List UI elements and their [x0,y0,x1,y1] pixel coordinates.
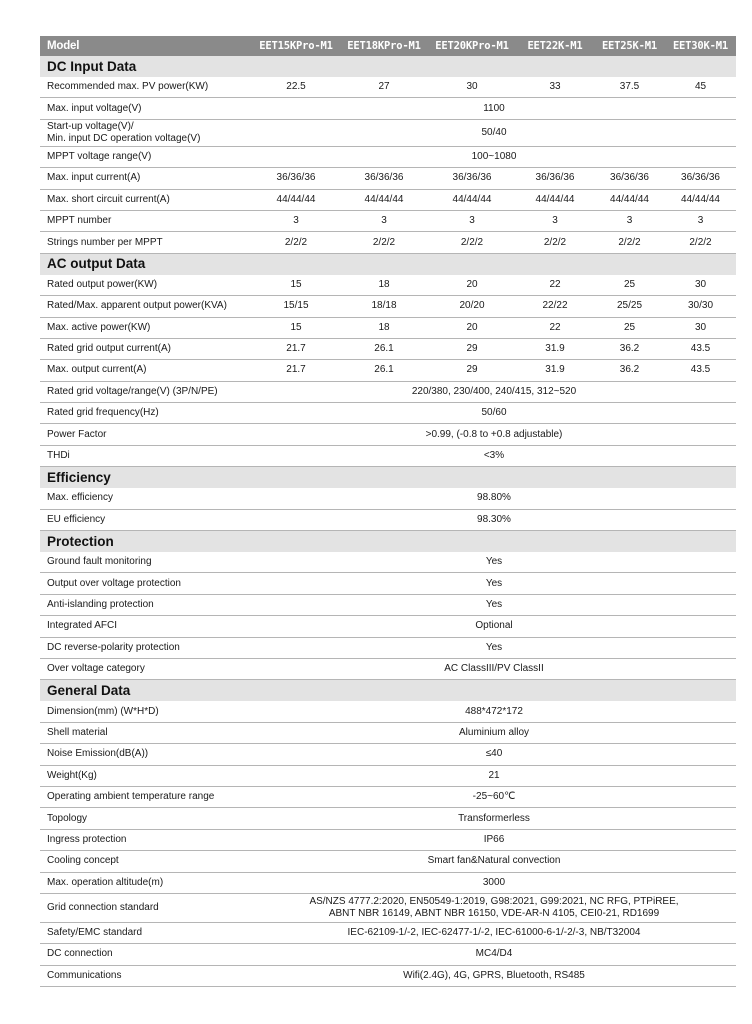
model-name: EET20KPro-M1 [428,36,516,56]
section-title: Efficiency [40,467,736,489]
row-label: Max. input current(A) [40,168,252,189]
cell-value: Yes [252,573,736,594]
cell-value: 18/18 [340,296,428,317]
cell-value: 15 [252,275,340,296]
model-name: EET25K-M1 [594,36,665,56]
row-label: Max. input voltage(V) [40,98,252,119]
cell-value: 44/44/44 [516,189,594,210]
row-label-line: Min. input DC operation voltage(V) [47,132,201,144]
cell-value: 18 [340,317,428,338]
table-row [40,637,736,658]
table-row [40,744,736,765]
cell-value: 36/36/36 [340,168,428,189]
table-row [40,829,736,850]
cell-value: 29 [428,338,516,359]
cell-value: -25~60℃ [252,786,736,807]
cell-value: AC ClassIII/PV ClassII [252,658,736,679]
cell-value: 44/44/44 [428,189,516,210]
cell-value: 44/44/44 [252,189,340,210]
row-label: DC reverse-polarity protection [40,637,252,658]
cell-value: 3 [252,210,340,231]
row-label: Weight(Kg) [40,765,252,786]
row-label: Communications [40,965,252,986]
cell-value: 44/44/44 [665,189,736,210]
table-row [40,360,736,381]
cell-value: 2/2/2 [516,232,594,253]
cell-value: 45 [665,77,736,98]
row-label: Rated grid output current(A) [40,338,252,359]
cell-value: 30 [665,317,736,338]
cell-value: Smart fan&Natural convection [252,851,736,872]
row-label: Rated grid frequency(Hz) [40,403,252,424]
cell-value: 2/2/2 [665,232,736,253]
table-row [40,594,736,615]
table-row [40,944,736,965]
cell-value: 36.2 [594,338,665,359]
table-row [40,573,736,594]
cell-value: 15/15 [252,296,340,317]
cell-value: >0.99, (-0.8 to +0.8 adjustable) [252,424,736,445]
row-label: Anti-islanding protection [40,594,252,615]
cell-value: 43.5 [665,360,736,381]
row-label: Shell material [40,722,252,743]
model-name: EET22K-M1 [516,36,594,56]
table-row [40,509,736,530]
cell-value: 3 [594,210,665,231]
cell-value: 21.7 [252,360,340,381]
cell-value: 18 [340,275,428,296]
table-row [40,701,736,722]
table-row [40,77,736,98]
row-label: Max. output current(A) [40,360,252,381]
row-label: Rated grid voltage/range(V) (3P/N/PE) [40,381,252,402]
spec-sheet [40,36,729,987]
cell-value: <3% [252,445,736,466]
spec-table [40,36,736,987]
cell-value: 37.5 [594,77,665,98]
model-name: EET15KPro-M1 [252,36,340,56]
cell-value: 36/36/36 [594,168,665,189]
cell-value: 36/36/36 [428,168,516,189]
table-row [40,275,736,296]
cell-value: 15 [252,317,340,338]
cell-value: 21.7 [252,338,340,359]
section-title: General Data [40,680,736,702]
cell-value: ≤40 [252,744,736,765]
cell-value: 22/22 [516,296,594,317]
cell-value: 25 [594,275,665,296]
row-label: EU efficiency [40,509,252,530]
cell-value: 26.1 [340,338,428,359]
table-row [40,786,736,807]
section-protection [40,531,736,553]
cell-value: Yes [252,552,736,573]
cell-value: 44/44/44 [594,189,665,210]
table-row [40,98,736,119]
cell-value: Wifi(2.4G), 4G, GPRS, Bluetooth, RS485 [252,965,736,986]
row-label: Integrated AFCI [40,616,252,637]
model-header: Model [40,36,252,56]
table-row [40,189,736,210]
row-label-line: Start-up voltage(V)/ [47,120,134,132]
row-label: Max. active power(KW) [40,317,252,338]
cell-value: 44/44/44 [340,189,428,210]
cell-value [252,893,736,922]
row-label: Max. operation altitude(m) [40,872,252,893]
cell-value: Yes [252,637,736,658]
cell-value: Yes [252,594,736,615]
table-row [40,722,736,743]
cell-value: 3 [516,210,594,231]
table-row [40,616,736,637]
cell-value: 36.2 [594,360,665,381]
cell-value: 22.5 [252,77,340,98]
cell-value: 25/25 [594,296,665,317]
cell-value: 25 [594,317,665,338]
cell-value: 50/40 [252,119,736,146]
table-row [40,922,736,943]
model-name: EET30K-M1 [665,36,736,56]
row-label: Cooling concept [40,851,252,872]
cell-value: 20/20 [428,296,516,317]
row-label: Topology [40,808,252,829]
cell-value: 27 [340,77,428,98]
cell-value: IP66 [252,829,736,850]
row-label: Safety/EMC standard [40,922,252,943]
cell-value: Transformerless [252,808,736,829]
row-label: Max. efficiency [40,488,252,509]
row-label: Ground fault monitoring [40,552,252,573]
row-label: Ingress protection [40,829,252,850]
row-label: MPPT voltage range(V) [40,146,252,167]
cell-value: 2/2/2 [594,232,665,253]
section-ac-output [40,253,736,275]
model-name: EET18KPro-M1 [340,36,428,56]
section-title: Protection [40,531,736,553]
cell-value: 22 [516,275,594,296]
cell-value: 98.80% [252,488,736,509]
table-row [40,658,736,679]
section-title: AC output Data [40,253,736,275]
cell-value: 36/36/36 [516,168,594,189]
cell-value: 50/60 [252,403,736,424]
cell-value: 36/36/36 [665,168,736,189]
cell-value: IEC-62109-1/-2, IEC-62477-1/-2, IEC-61000-6-1/-2/-3, NB/T32004 [252,922,736,943]
cell-value: 22 [516,317,594,338]
cell-value: MC4/D4 [252,944,736,965]
row-label: Operating ambient temperature range [40,786,252,807]
cell-value: 20 [428,275,516,296]
table-row [40,146,736,167]
cell-value: 2/2/2 [340,232,428,253]
cell-value: 100~1080 [252,146,736,167]
table-row [40,893,736,922]
row-label: Recommended max. PV power(KW) [40,77,252,98]
table-row [40,338,736,359]
cell-value: 3000 [252,872,736,893]
table-row [40,965,736,986]
cell-value-line: AS/NZS 4777.2:2020, EN50549-1:2019, G98:2021, G99:2021, NC RFG, PTPiREE, [309,895,679,907]
table-row [40,168,736,189]
cell-value: 31.9 [516,360,594,381]
row-label [40,119,252,146]
cell-value: 2/2/2 [428,232,516,253]
cell-value: 488*472*172 [252,701,736,722]
cell-value: 30 [665,275,736,296]
row-label: Dimension(mm) (W*H*D) [40,701,252,722]
row-label: Grid connection standard [40,893,252,922]
cell-value: Optional [252,616,736,637]
row-label: Over voltage category [40,658,252,679]
row-label: Rated output power(KW) [40,275,252,296]
cell-value: 220/380, 230/400, 240/415, 312~520 [252,381,736,402]
row-label: Power Factor [40,424,252,445]
table-row [40,872,736,893]
table-row [40,317,736,338]
section-efficiency [40,467,736,489]
cell-value: 31.9 [516,338,594,359]
row-label: Max. short circuit current(A) [40,189,252,210]
cell-value: 29 [428,360,516,381]
cell-value-line: ABNT NBR 16149, ABNT NBR 16150, VDE-AR-N 4105, CEI0-21, RD1699 [328,907,660,919]
section-dc-input [40,56,736,77]
cell-value: 1100 [252,98,736,119]
cell-value: 36/36/36 [252,168,340,189]
cell-value: 3 [428,210,516,231]
row-label: MPPT number [40,210,252,231]
cell-value: 3 [665,210,736,231]
section-title: DC Input Data [40,56,736,77]
cell-value: 33 [516,77,594,98]
row-label: Output over voltage protection [40,573,252,594]
table-row [40,445,736,466]
table-row [40,232,736,253]
cell-value: 21 [252,765,736,786]
row-label: DC connection [40,944,252,965]
table-row [40,851,736,872]
cell-value: 26.1 [340,360,428,381]
table-row [40,119,736,146]
table-row [40,765,736,786]
table-row [40,296,736,317]
table-row [40,424,736,445]
cell-value: 43.5 [665,338,736,359]
row-label: Strings number per MPPT [40,232,252,253]
table-row [40,488,736,509]
row-label: Noise Emission(dB(A)) [40,744,252,765]
cell-value: 20 [428,317,516,338]
cell-value: Aluminium alloy [252,722,736,743]
cell-value: 3 [340,210,428,231]
section-general [40,680,736,702]
row-label: THDi [40,445,252,466]
table-row [40,210,736,231]
header-row [40,36,736,56]
table-row [40,403,736,424]
cell-value: 2/2/2 [252,232,340,253]
cell-value: 98.30% [252,509,736,530]
table-row [40,552,736,573]
table-row [40,808,736,829]
table-row [40,381,736,402]
cell-value: 30/30 [665,296,736,317]
cell-value: 30 [428,77,516,98]
row-label: Rated/Max. apparent output power(KVA) [40,296,252,317]
